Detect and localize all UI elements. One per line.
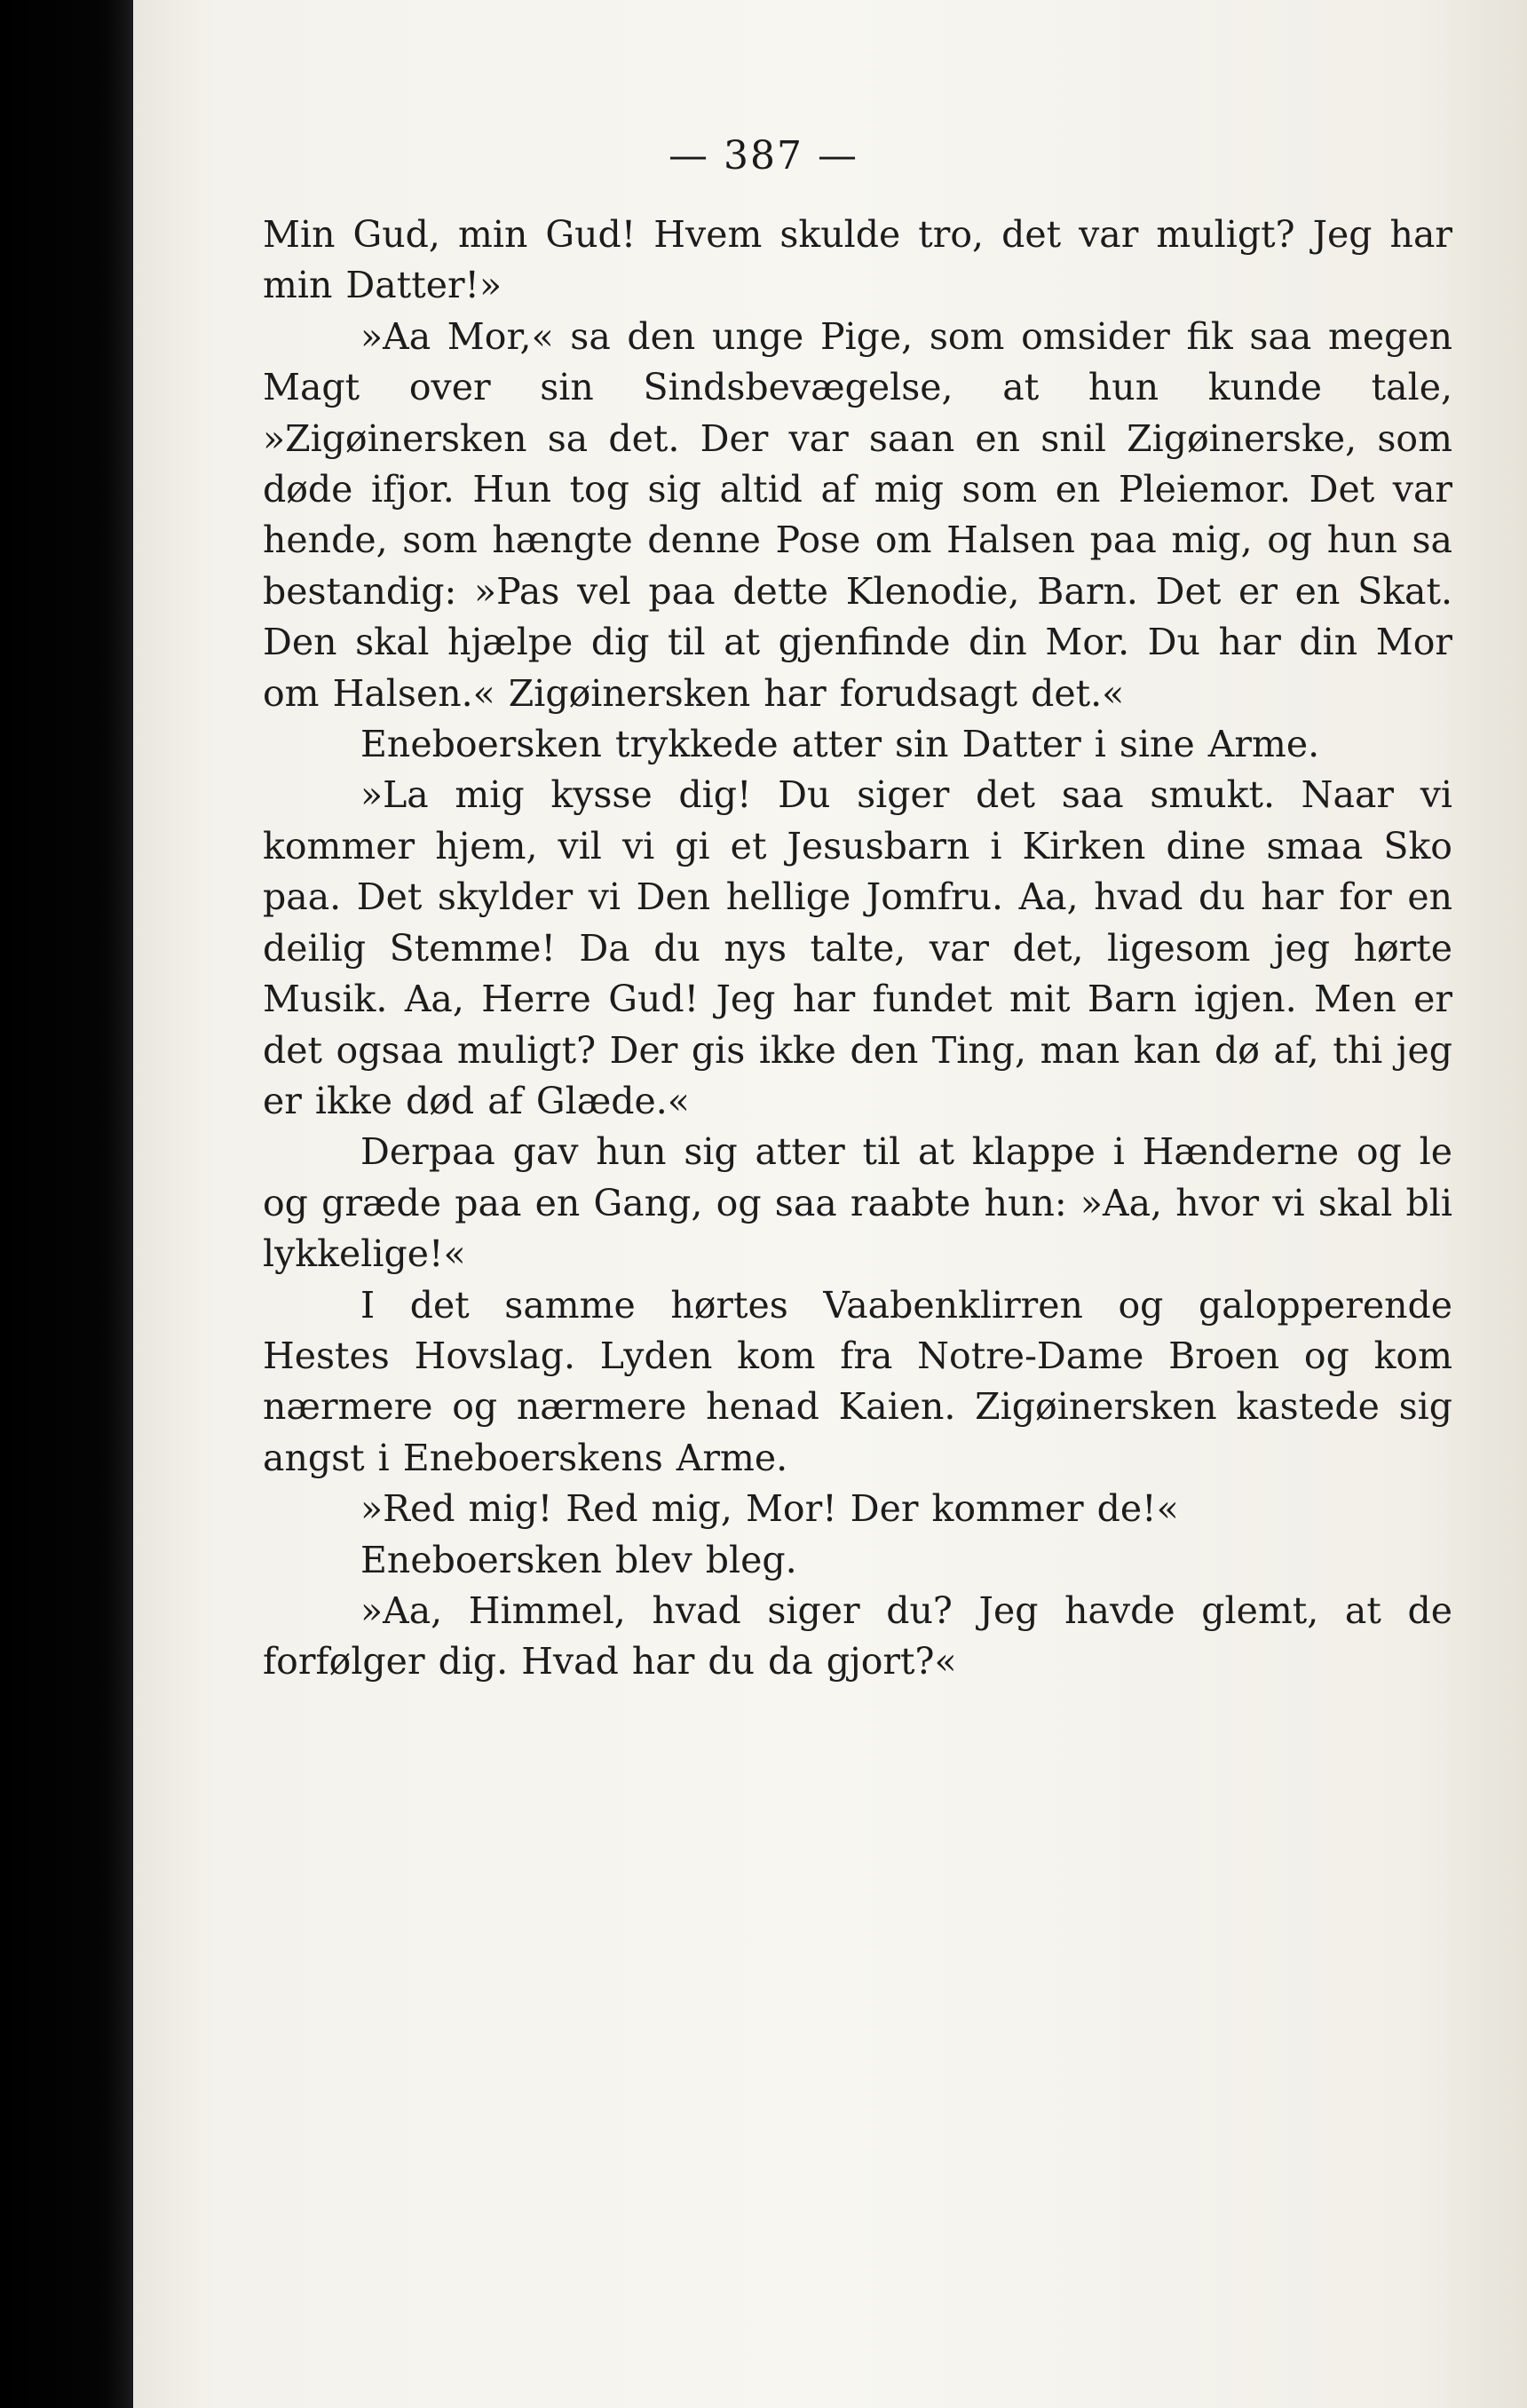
paragraph: »Red mig! Red mig, Mor! Der kommer de!« [360, 1487, 1179, 1531]
page-body-text [263, 210, 1452, 1688]
paragraph: »Aa, Himmel, hvad siger du? Jeg havde glemt, at de forfølger dig. Hvad har du da gjort?« [263, 1588, 1452, 1683]
paragraph: Min Gud, min Gud! Hvem skulde tro, det var muligt? Jeg har min Datter!» [263, 213, 1452, 307]
page-number: — 387 — [669, 133, 858, 178]
paragraph: »La mig kysse dig! Du siger det saa smukt. Naar vi kommer hjem, vil vi gi et Jesusbarn i Kirken dine smaa Sko paa. Det skylder vi Den hellige Jomfru. Aa, hvad du har for en deilig Stemme! Da du nys talte, var det, ligesom jeg hørte Musik. Aa, Herre Gud! Jeg har fundet mit Barn igjen. Men er det ogsaa muligt? Der gis ikke den Ting, man kan dø af, thi jeg er ikke død af Glæde.« [263, 773, 1452, 1122]
paragraph: »Aa Mor,« sa den unge Pige, som omsider fik saa megen Magt over sin Sindsbevægelse, at hun kunde tale, »Zigøinersken sa det. Der var saan en snil Zigøinerske, som døde ifjor. Hun tog sig altid af mig som en Pleiemor. Det var hende, som hængte denne Pose om Halsen paa mig, og hun sa bestandig: »Pas vel paa dette Klenodie, Barn. Det er en Skat. Den skal hjælpe dig til at gjenfinde din Mor. Du har din Mor om Halsen.« Zigøinersken har forudsagt det.« [263, 314, 1452, 715]
book-page [133, 0, 1527, 2408]
paragraph: I det samme hørtes Vaabenklirren og galopperende Hestes Hovslag. Lyden kom fra Notre-Dame Broen og kom nærmere og nærmere henad Kaien. Zigøinersken kastede sig angst i Eneboerskens Arme. [263, 1283, 1452, 1479]
book-spine-shadow [0, 0, 133, 2408]
paragraph: Derpaa gav hun sig atter til at klappe i Hænderne og le og græde paa en Gang, og saa raabte hun: »Aa, hvor vi skal bli lykkelige!« [263, 1130, 1452, 1276]
paragraph: Eneboersken blev bleg. [360, 1538, 797, 1581]
paragraph: Eneboersken trykkede atter sin Datter i sine Arme. [360, 723, 1320, 766]
